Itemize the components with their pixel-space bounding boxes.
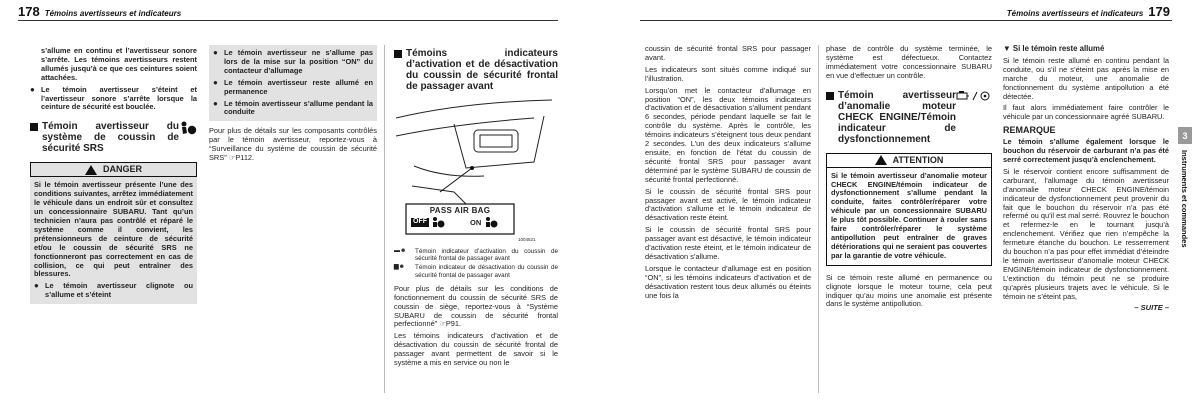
attention-triangle-icon: [875, 155, 887, 165]
pass-airbag-heading-text: Témoins indicateurs d’activation et de désactivation du coussin de sécurité frontal de passager avant: [406, 48, 558, 92]
legend-item-1: [394, 248, 558, 262]
attention-label: ATTENTION: [892, 154, 944, 165]
airbag-off-label: OFF: [413, 218, 427, 225]
right-page-number: 179: [1148, 4, 1170, 19]
attention-header: [826, 153, 992, 168]
legend-on-icon: ▬☻: [394, 248, 407, 254]
right-col3-p1: Si le témoin reste allumé en continu pendant la conduite, ou s’il ne s’éteint pas après la mise en marche du moteur, une anomalie de fonctionnement du système antipollution a été détectée.: [1003, 55, 1169, 101]
danger-box: [30, 177, 197, 304]
srs-heading: [30, 121, 179, 154]
right-col1-p5: Si le coussin de sécurité frontal SRS pour passager avant est désactivé, le témoin indicateur d’activation reste éteint, et le témoin indicateur de désactivation s’allume.: [645, 225, 811, 261]
right-col3: [1003, 45, 1169, 313]
check-engine-heading-text: Témoin avertisseur d’anomalie moteur CHECK ENGINE/Témoin indicateur de dysfonctionnement: [838, 89, 956, 145]
check-engine-icon: [956, 90, 992, 102]
warning-triangle-icon: [85, 165, 97, 175]
right-col1-p2: Les indicateurs sont situés comme indiqué sur l’illustration.: [645, 64, 811, 83]
danger-text: Si le témoin avertisseur présente l’une des conditions suivantes, arrêtez immédiatement le véhicule dans un endroit sûr et consultez un concessionnaire SUBARU. Tant qu’un technicien n’aura pas contrôlé et réparé le système comme il convient, les prétensionneurs de ceinture de sécurité et/ou le coussin de sécurité SRS ne fonctionneront pas correctement en cas de collision, ce qui peut entraîner des blessures.: [34, 180, 193, 279]
danger-bullet: ● Le témoin avertisseur clignote ou s’allume et s’éteint: [34, 281, 193, 300]
airbag-on-icon: [484, 216, 498, 229]
box-bullet-3: ● Le témoin avertisseur s’allume pendant la conduite: [213, 98, 373, 117]
left-page-number: 178: [18, 4, 40, 19]
left-col2-text: Pour plus de détails sur les composants contrôlés par le témoin avertisseur, reportez-vous à “Surveillance du système de coussin de sécurité SRS” ☞P112.: [209, 126, 377, 163]
srs-airbag-icon: [179, 120, 197, 138]
right-col1: [645, 45, 811, 303]
right-col2-p2: Si ce témoin reste allumé en permanence ou clignote lorsque le moteur tourne, cela peut indiquer qu’au moins une anomalie est présente dans le système antipollution.: [826, 272, 992, 309]
danger-box-continued: [209, 45, 377, 121]
danger-header: [30, 162, 197, 177]
left-col1-bullet: ● Le témoin avertisseur s’éteint et l’avertisseur sonore s’arrête lorsque la ceinture de sécurité est bouclée.: [30, 84, 197, 112]
left-col1: [30, 47, 197, 304]
pass-airbag-figure: [394, 96, 554, 246]
srs-heading-text: Témoin avertisseur du système de coussin de sécurité SRS: [42, 121, 179, 155]
left-header-rule: [18, 20, 558, 21]
remarque-heading: REMARQUE: [1003, 125, 1056, 136]
right-col2-p1: phase de contrôle du système terminée, le système est défectueux. Contactez immédiatement votre concessionnaire SUBARU en vue d’effectuer un contrôle.: [826, 44, 992, 80]
left-col2: [209, 45, 377, 166]
legend-2-text: Témoin indicateur de désactivation du coussin de sécurité frontal de passager avant: [415, 264, 558, 279]
box-bullet-3-text: Le témoin avertisseur s’allume pendant la conduite: [224, 98, 373, 117]
airbag-on-label: ON: [470, 218, 482, 227]
attention-text: Si le témoin avertisseur d’anomalie moteur CHECK ENGINE/témoin indicateur de dysfonctionnement s’allume pendant la conduite, faites contrôler/réparer votre véhicule par un concessionnaire SUBARU le plus tôt possible. Continuer à rouler sans faire contrôler/réparer le système antipollution peut entraîner de graves détériorations qui ne seraient pas couvertes par la garantie de votre véhicule.: [831, 170, 987, 260]
right-col1-p4: Si le coussin de sécurité frontal SRS pour passager avant est activé, le témoin indicateur d’activation s’allume et le témoin indicateur de désactivation reste éteint.: [645, 186, 811, 223]
srs-heading-block: [30, 118, 197, 157]
check-engine-heading-block: [826, 87, 992, 148]
pass-airbag-heading: [394, 48, 558, 92]
right-col1-p1: coussin de sécurité frontal SRS pour passager avant.: [645, 44, 811, 62]
triangle-down-icon: ▼: [1003, 44, 1013, 53]
attention-box: [826, 168, 992, 266]
figure-code: 1004521: [518, 237, 536, 242]
pass-airbag-label: PASS AIR BAG: [429, 206, 491, 215]
airbag-off-icon: [431, 216, 445, 229]
stays-on-heading: [1003, 45, 1169, 54]
box-bullet-2: ● Le témoin avertisseur reste allumé en permanence: [213, 77, 373, 96]
legend-1-text: Témoin indicateur d’activation du coussin de sécurité frontal de passager avant: [415, 248, 558, 263]
right-col3-p2: Il faut alors immédiatement faire contrôler le véhicule par un concessionnaire agréé SUBARU.: [1003, 103, 1169, 122]
box-bullet-2-text: Le témoin avertisseur reste allumé en permanence: [224, 77, 373, 96]
box-bullet-1: ● Le témoin avertisseur ne s’allume pas lors de la mise sur la position “ON” du contacteur d’allumage: [213, 48, 373, 75]
right-header-rule: [640, 20, 1172, 21]
left-col1-intro: s’allume en continu et l’avertisseur sonore s’arrête. Les témoins avertisseurs restent allumés jusqu’à ce que ces ceintures soient attachées.: [41, 46, 197, 82]
danger-bullet-text: Le témoin avertisseur clignote ou s’allume et s’éteint: [45, 281, 193, 300]
right-col2: [826, 45, 992, 312]
right-col3-p3: Si le réservoir contient encore suffisamment de carburant, l’allumage du témoin avertisseur d’anomalie moteur CHECK ENGINE/témoin indicateur de dysfonctionnement peut provenir du fait que le bouchon du réservoir n’a pas été refermé ou qu’il est mal serré. Rouvrez le bouchon et refermez-le en le tournant jusqu’à enclenchement. Vérifiez que rien n’empêche la fermeture étanche du bouchon. Le resserrement du bouchon n’a pas pour effet immédiat d’éteindre le témoin avertisseur d’anomalie moteur CHECK ENGINE/témoin indicateur de dysfonctionnement. L’extinction du témoin peut ne se produire qu’après plusieurs trajets avec le véhicule. Si le témoin ne s’éteint pas,: [1003, 166, 1169, 301]
left-col3-para2: Les témoins indicateurs d’activation et de désactivation du coussin de sécurité frontal de passager avant permettent de savoir si le système a mis en service ou non le: [394, 331, 558, 368]
left-header-title: Témoins avertisseurs et indicateurs: [44, 9, 182, 18]
check-engine-heading: [826, 90, 956, 145]
legend-off-icon: ▆☻: [394, 264, 405, 271]
left-col1-bullet-text: Le témoin avertisseur s’éteint et l’avertisseur sonore s’arrête lorsque la ceinture de sécurité est bouclée.: [41, 84, 197, 112]
legend-item-2: [394, 264, 558, 278]
chapter-label: Instruments et commandes: [1180, 150, 1189, 248]
chapter-tab: 3: [1178, 127, 1192, 144]
right-header-title: Témoins avertisseurs et indicateurs: [1006, 9, 1144, 18]
box-bullet-1-text: Le témoin avertisseur ne s’allume pas lors de la mise sur la position “ON” du contacteur d’allumage: [224, 48, 373, 75]
remarque-bold: Le témoin s’allume également lorsque le bouchon du réservoir de carburant n’a pas été serré correctement jusqu’à enclenchement.: [1003, 137, 1169, 164]
right-col1-p3: Lorsqu’on met le contacteur d’allumage en position “ON”, les deux témoins indicateurs d’activation et de désactivation s’allument pendant 6 secondes, période pendant laquelle se fait le contrôle du système. Après le contrôle, les témoins indicateurs s’éteignent tous deux pendant 2 secondes. L’un des deux indicateurs s’allume ensuite, en fonction de l’état du coussin de sécurité frontal SRS pour passager avant déterminé par le système SUBARU de coussin de sécurité frontal perfectionné.: [645, 85, 811, 184]
right-page-header: [1007, 4, 1170, 19]
left-page-header: [18, 4, 181, 19]
suite-label: – SUITE –: [1134, 303, 1169, 313]
left-col3-para1: Pour plus de détails sur les conditions de fonctionnement du coussin de sécurité SRS de coussin de siège, reportez-vous à “Système SUBARU de coussin de sécurité frontal perfectionné” ☞P91.: [394, 283, 558, 329]
left-column-divider: [384, 45, 385, 393]
left-col3: [394, 45, 558, 371]
stays-on-heading-text: Si le témoin reste allumé: [1012, 44, 1105, 53]
right-column-divider: [818, 45, 819, 393]
danger-label: DANGER: [102, 164, 142, 175]
right-col1-p6: Lorsque le contacteur d’allumage est en position “ON”, si les témoins indicateurs d’activation et de désactivation restent tous deux allumés ou éteints une fois la: [645, 263, 811, 300]
